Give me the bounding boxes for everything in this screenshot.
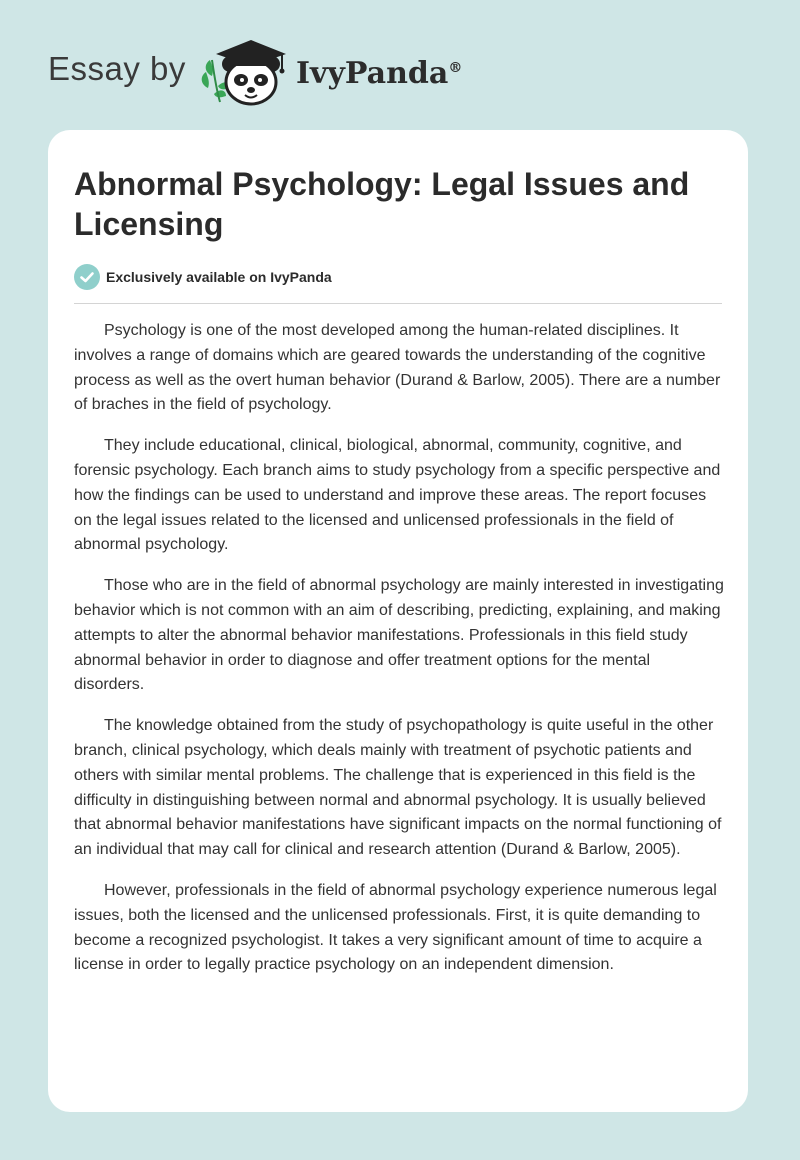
- brand-name: IvyPanda®: [296, 56, 463, 91]
- divider: [74, 303, 722, 304]
- registered-mark: ®: [448, 60, 463, 76]
- paragraph: Those who are in the field of abnormal psychology are mainly interested in investigating behavior which is not common with an aim of describing, predicting, explaining, and making attempts to alter the abnormal behavior manifestations. Professionals in this field study abnormal behavior in order to diagnose and offer treatment options for the mental disorders.: [74, 577, 724, 694]
- paragraph: The knowledge obtained from the study of psychopathology is quite useful in the other branch, clinical psychology, which deals mainly with treatment of psychotic patients and others with similar mental problems. The challenge that is experienced in this field is the difficulty in distinguishing between normal and abnormal psychology. It is usually believed that abnormal behavior manifestations have significant impacts on the normal functioning of an individual that may call for clinical and research attention (Durand & Barlow, 2005).: [74, 717, 722, 859]
- check-circle-icon: [74, 264, 100, 290]
- essay-body: [74, 319, 724, 994]
- exclusive-badge-label: Exclusively available on IvyPanda: [106, 269, 332, 285]
- panda-graduate-icon: [200, 36, 292, 110]
- paragraph: However, professionals in the field of abnormal psychology experience numerous legal issues, both the licensed and the unlicensed professionals. First, it is quite demanding to become a recognized psychologist. It takes a very significant amount of time to acquire a license in order to legally practice psychology on an independent dimension.: [74, 881, 717, 974]
- brand-prefix: Essay by: [48, 50, 186, 87]
- paragraph: Psychology is one of the most developed among the human-related disciplines. It involves a range of domains which are geared towards the understanding of the cognitive process as well as the overt human behavior (Durand & Barlow, 2005). There are a number of braches in the field of psychology.: [74, 322, 721, 414]
- paragraph: They include educational, clinical, biological, abnormal, community, cognitive, and forensic psychology. Each branch aims to study psychology from a specific perspective and how the findings can be used to understand and improve these areas. The report focuses on the legal issues related to the licensed and unlicensed professionals in the field of abnormal psychology.: [74, 437, 721, 554]
- site-header: [0, 0, 800, 130]
- page-title: Abnormal Psychology: Legal Issues and Licensing: [74, 166, 690, 242]
- essay-card: [48, 130, 748, 1112]
- exclusive-badge: [74, 264, 332, 290]
